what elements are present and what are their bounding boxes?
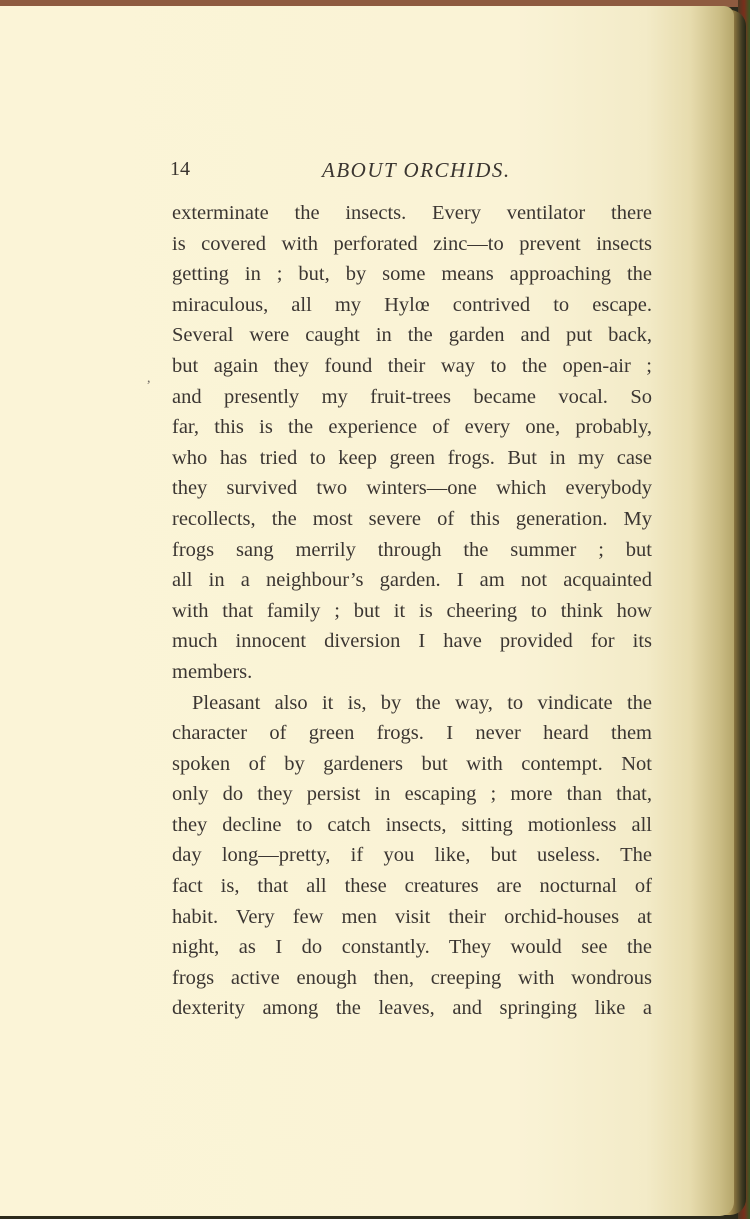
text-line: far, this is the experience of every one, probably,	[172, 416, 652, 439]
text-line: Several were caught in the garden and put back,	[172, 324, 652, 347]
text-line: with that family ; but it is cheering to think how	[172, 599, 652, 622]
text-line: recollects, the most severe of this generation. My	[172, 507, 652, 530]
body-text	[172, 198, 652, 1024]
text-line: they decline to catch insects, sitting motionless all	[172, 813, 652, 836]
text-line: they survived two winters—one which everybody	[172, 477, 652, 500]
text-line: character of green frogs. I never heard them	[172, 722, 652, 745]
text-line: night, as I do constantly. They would see the	[172, 936, 652, 959]
text-line: Pleasant also it is, by the way, to vindicate the	[192, 691, 652, 714]
text-line: dexterity among the leaves, and springing like a	[172, 997, 652, 1020]
page-number: 14	[170, 158, 190, 180]
running-head: ABOUT ORCHIDS.	[322, 158, 511, 182]
text-line: habit. Very few men visit their orchid-houses at	[172, 905, 652, 928]
text-line: members.	[172, 660, 253, 683]
text-line: all in a neighbour’s garden. I am not acquainted	[172, 569, 652, 592]
text-line: spoken of by gardeners but with contempt. Not	[172, 752, 652, 775]
text-line: who has tried to keep green frogs. But in my case	[172, 446, 652, 469]
page-header	[170, 158, 652, 188]
text-line: exterminate the insects. Every ventilator there	[172, 202, 652, 224]
text-line: fact is, that all these creatures are nocturnal of	[172, 875, 652, 898]
text-line: but again they found their way to the open-air ;	[172, 354, 652, 377]
stray-mark: ,	[147, 371, 151, 386]
text-line: only do they persist in escaping ; more than that,	[172, 783, 652, 806]
text-line: frogs active enough then, creeping with wondrous	[172, 966, 652, 989]
text-line: and presently my fruit-trees became vocal. So	[172, 385, 652, 408]
text-line: day long—pretty, if you like, but useless. The	[172, 844, 652, 867]
text-line: frogs sang merrily through the summer ; but	[172, 538, 652, 561]
text-line: getting in ; but, by some means approaching the	[172, 263, 652, 286]
text-line: much innocent diversion I have provided for its	[172, 630, 652, 653]
text-line: is covered with perforated zinc—to prevent insects	[172, 232, 652, 255]
text-line: miraculous, all my Hylœ contrived to escape.	[172, 293, 652, 316]
